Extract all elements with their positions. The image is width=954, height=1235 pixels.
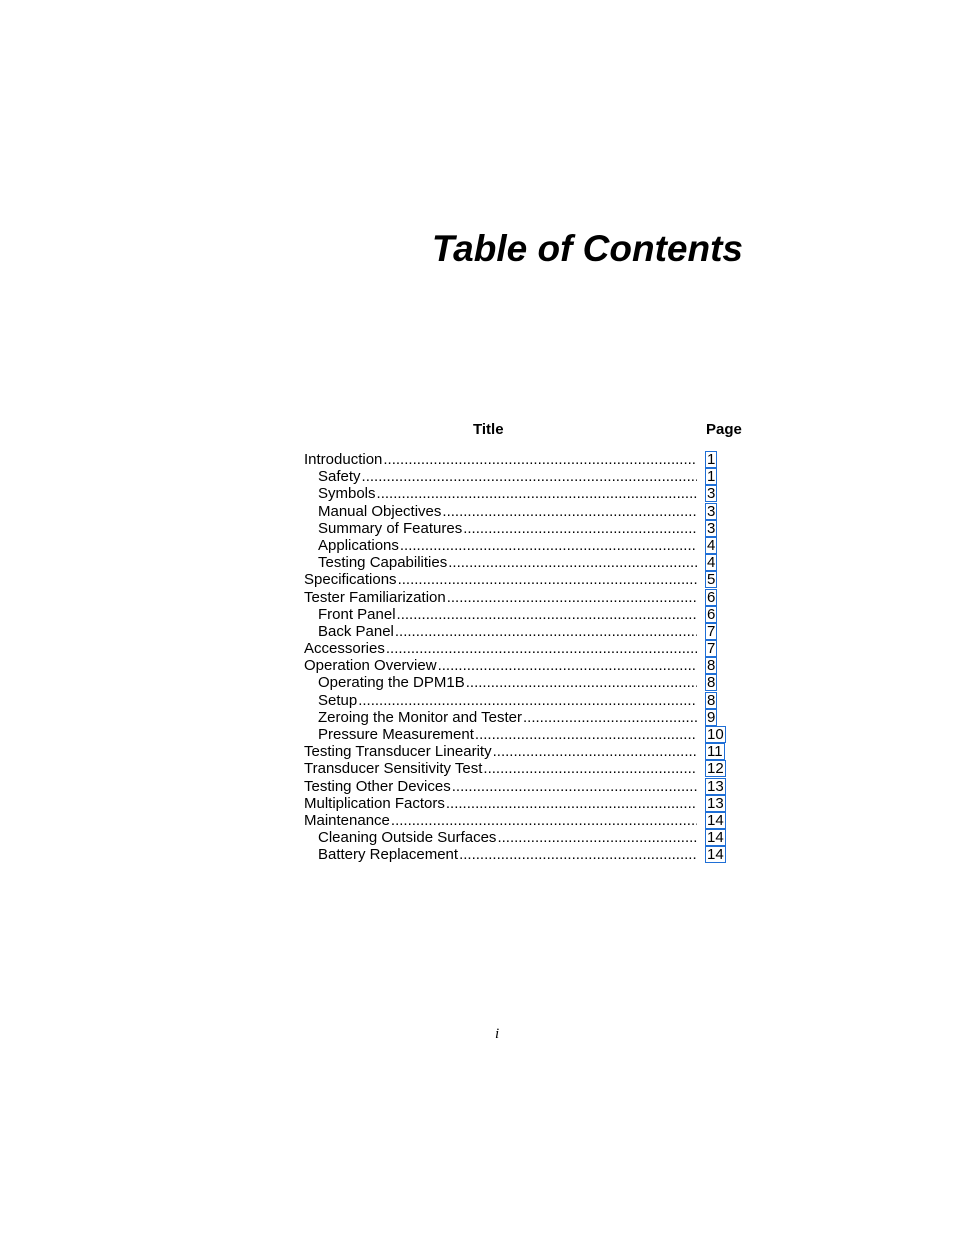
toc-entry-leader bbox=[304, 795, 697, 812]
toc-entry-label[interactable]: Accessories bbox=[304, 640, 385, 658]
toc-list bbox=[304, 451, 744, 864]
toc-entry[interactable] bbox=[304, 812, 744, 829]
toc-entry-label[interactable]: Operation Overview bbox=[304, 657, 437, 675]
toc-page-link[interactable]: 4 bbox=[707, 536, 716, 554]
dot-leader bbox=[397, 606, 697, 623]
toc-page-link[interactable]: 9 bbox=[707, 708, 716, 726]
toc-entry[interactable] bbox=[304, 554, 744, 571]
dot-leader bbox=[475, 726, 697, 743]
toc-page-link[interactable]: 7 bbox=[707, 622, 716, 640]
toc-entry-label[interactable]: Operating the DPM1B bbox=[318, 674, 465, 692]
toc-entry-label[interactable]: Setup bbox=[318, 691, 358, 709]
dot-leader bbox=[391, 812, 697, 829]
toc-entry-leader bbox=[318, 846, 697, 863]
dot-leader bbox=[459, 846, 697, 863]
toc-entry-label[interactable]: Applications bbox=[318, 536, 399, 554]
toc-entry[interactable] bbox=[304, 503, 744, 520]
toc-entry-leader bbox=[304, 812, 697, 829]
dot-leader bbox=[362, 468, 697, 485]
dot-leader bbox=[358, 692, 697, 709]
toc-entry-label[interactable]: Introduction bbox=[304, 451, 383, 468]
toc-entry[interactable] bbox=[304, 778, 744, 795]
dot-leader bbox=[466, 674, 697, 691]
toc-entry-leader bbox=[318, 554, 697, 571]
toc-entry[interactable] bbox=[304, 640, 744, 657]
dot-leader bbox=[438, 657, 697, 674]
toc-page-link[interactable]: 8 bbox=[707, 674, 716, 692]
dot-leader bbox=[523, 709, 697, 726]
toc-entry-leader bbox=[318, 623, 697, 640]
toc-entry-leader bbox=[304, 589, 697, 606]
toc-entry[interactable] bbox=[304, 485, 744, 502]
footer-page-number: i bbox=[495, 1026, 500, 1042]
dot-leader bbox=[483, 760, 697, 777]
toc-entry-label[interactable]: Symbols bbox=[318, 485, 376, 503]
dot-leader bbox=[452, 778, 697, 795]
toc-entry-label[interactable]: Back Panel bbox=[318, 622, 394, 640]
toc-entry-leader bbox=[318, 485, 697, 502]
toc-entry-leader bbox=[318, 537, 697, 554]
dot-leader bbox=[383, 451, 697, 468]
toc-entry[interactable] bbox=[304, 829, 744, 846]
column-header-page: Page bbox=[706, 421, 742, 438]
toc-entry-label[interactable]: Summary of Features bbox=[318, 519, 463, 537]
toc-page-link[interactable]: 6 bbox=[707, 605, 716, 623]
toc-entry-leader bbox=[304, 571, 697, 588]
toc-entry-label[interactable]: Maintenance bbox=[304, 811, 390, 829]
column-header-title: Title bbox=[473, 421, 504, 438]
dot-leader bbox=[400, 537, 697, 554]
toc-entry-label[interactable]: Manual Objectives bbox=[318, 502, 442, 520]
toc-entry-leader bbox=[304, 451, 697, 468]
toc-entry[interactable] bbox=[304, 709, 744, 726]
toc-entry-label[interactable]: Specifications bbox=[304, 571, 397, 589]
dot-leader bbox=[446, 795, 697, 812]
toc-entry-leader bbox=[318, 674, 697, 691]
toc-entry[interactable] bbox=[304, 846, 744, 863]
toc-page-link[interactable]: 3 bbox=[707, 519, 716, 537]
toc-entry[interactable] bbox=[304, 589, 744, 606]
toc-entry-label[interactable]: Testing Transducer Linearity bbox=[304, 743, 492, 761]
toc-entry[interactable] bbox=[304, 623, 744, 640]
toc-entry-leader bbox=[304, 640, 697, 657]
toc-entry-label[interactable]: Transducer Sensitivity Test bbox=[304, 760, 483, 778]
dot-leader bbox=[377, 485, 697, 502]
toc-entry[interactable] bbox=[304, 726, 744, 743]
toc-entry-label[interactable]: Battery Replacement bbox=[318, 846, 459, 864]
toc-page-link[interactable]: 8 bbox=[707, 691, 716, 709]
toc-page-link[interactable]: 4 bbox=[707, 554, 716, 572]
toc-entry[interactable] bbox=[304, 692, 744, 709]
toc-entry-leader bbox=[304, 743, 697, 760]
toc-entry[interactable] bbox=[304, 760, 744, 777]
dot-leader bbox=[463, 520, 697, 537]
toc-entry-leader bbox=[318, 692, 697, 709]
toc-entry-label[interactable]: Tester Familiarization bbox=[304, 588, 446, 606]
toc-entry-label[interactable]: Safety bbox=[318, 468, 361, 486]
toc-page-link[interactable]: 14 bbox=[707, 811, 724, 829]
toc-page-link[interactable]: 3 bbox=[707, 485, 716, 503]
toc-entry-leader bbox=[318, 503, 697, 520]
toc-entry-leader bbox=[318, 520, 697, 537]
toc-page-link[interactable]: 7 bbox=[707, 640, 716, 658]
toc-entry-leader bbox=[318, 726, 697, 743]
dot-leader bbox=[447, 589, 697, 606]
dot-leader bbox=[493, 743, 697, 760]
toc-entry[interactable] bbox=[304, 795, 744, 812]
toc-page-link[interactable]: 13 bbox=[707, 794, 724, 812]
toc-page-link[interactable]: 3 bbox=[707, 502, 716, 520]
toc-page-link[interactable]: 1 bbox=[707, 451, 716, 468]
toc-page-link[interactable]: 1 bbox=[707, 468, 716, 486]
dot-leader bbox=[448, 554, 697, 571]
toc-page-link[interactable]: 13 bbox=[707, 777, 724, 795]
toc-entry-label[interactable]: Testing Capabilities bbox=[318, 554, 448, 572]
toc-entry-label[interactable]: Testing Other Devices bbox=[304, 777, 451, 795]
toc-entry[interactable] bbox=[304, 571, 744, 588]
toc-entry[interactable] bbox=[304, 674, 744, 691]
toc-page-link[interactable]: 6 bbox=[707, 588, 716, 606]
toc-entry-label[interactable]: Pressure Measurement bbox=[318, 726, 474, 743]
toc-entry-label[interactable]: Front Panel bbox=[318, 605, 396, 623]
page-title: Table of Contents bbox=[431, 228, 743, 269]
toc-entry[interactable] bbox=[304, 537, 744, 554]
toc-entry[interactable] bbox=[304, 657, 744, 674]
dot-leader bbox=[395, 623, 697, 640]
dot-leader bbox=[386, 640, 697, 657]
toc-entry-leader bbox=[304, 657, 697, 674]
toc-page-link[interactable]: 12 bbox=[707, 760, 724, 778]
toc-entry[interactable] bbox=[304, 451, 744, 468]
toc-entry-leader bbox=[318, 829, 697, 846]
toc-entry-label[interactable]: Multiplication Factors bbox=[304, 794, 445, 812]
toc-page-link[interactable]: 5 bbox=[707, 571, 716, 589]
toc-page-link[interactable]: 8 bbox=[707, 657, 716, 675]
toc-entry-leader bbox=[318, 709, 697, 726]
toc-entry-label[interactable]: Zeroing the Monitor and Tester bbox=[318, 708, 523, 726]
toc-page-link[interactable]: 11 bbox=[707, 743, 723, 761]
toc-page-link[interactable]: 14 bbox=[707, 846, 724, 864]
toc-entry[interactable] bbox=[304, 520, 744, 537]
toc-entry-leader bbox=[318, 606, 697, 623]
toc-entry-leader bbox=[304, 760, 697, 777]
dot-leader bbox=[398, 571, 697, 588]
toc-entry[interactable] bbox=[304, 606, 744, 623]
toc-entry-leader bbox=[318, 468, 697, 485]
toc-entry[interactable] bbox=[304, 743, 744, 760]
toc-entry-leader bbox=[304, 778, 697, 795]
dot-leader bbox=[442, 503, 697, 520]
toc-page-link[interactable]: 14 bbox=[707, 829, 724, 847]
dot-leader bbox=[497, 829, 697, 846]
toc-entry-label[interactable]: Cleaning Outside Surfaces bbox=[318, 829, 497, 847]
toc-entry[interactable] bbox=[304, 468, 744, 485]
toc-page-link[interactable]: 10 bbox=[707, 726, 724, 743]
